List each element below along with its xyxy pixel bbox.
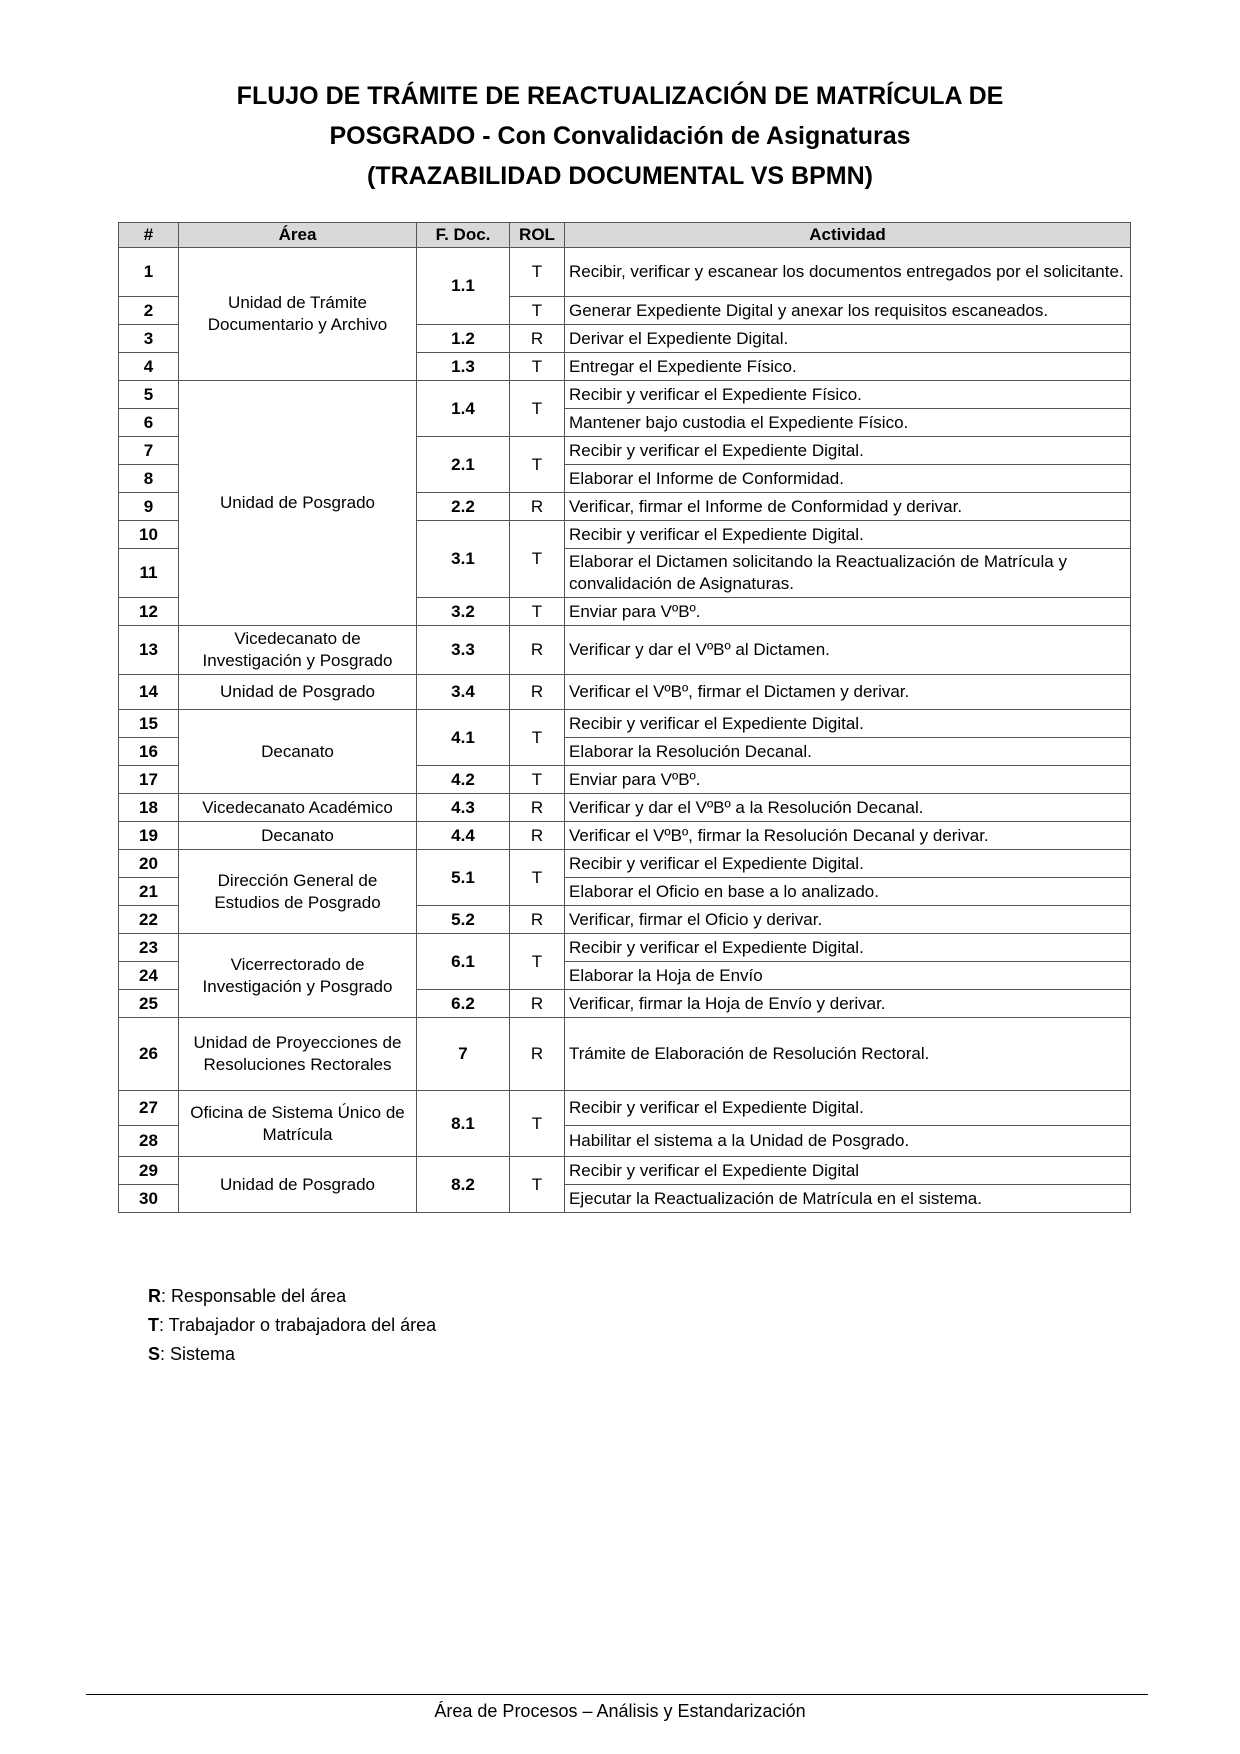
area-cell: Decanato (179, 822, 417, 850)
header-area: Área (179, 223, 417, 248)
fdoc-cell: 3.3 (417, 626, 510, 675)
activity-cell: Generar Expediente Digital y anexar los requisitos escaneados. (565, 297, 1131, 325)
legend-key: S (148, 1344, 161, 1364)
activity-cell: Recibir y verificar el Expediente Digital. (565, 850, 1131, 878)
fdoc-cell: 4.1 (417, 710, 510, 766)
fdoc-cell: 7 (417, 1018, 510, 1091)
row-num: 6 (119, 409, 179, 437)
document-title (0, 76, 1240, 196)
area-cell: Vicedecanato de Investigación y Posgrado (179, 626, 417, 675)
fdoc-cell: 2.2 (417, 493, 510, 521)
rol-cell: T (510, 934, 565, 990)
area-cell: Unidad de Proyecciones de Resoluciones Rectorales (179, 1018, 417, 1091)
activity-cell: Trámite de Elaboración de Resolución Rectoral. (565, 1018, 1131, 1091)
fdoc-cell: 1.1 (417, 248, 510, 325)
activity-cell: Recibir y verificar el Expediente Digital. (565, 934, 1131, 962)
row-num: 4 (119, 353, 179, 381)
activity-cell: Verificar el VºBº, firmar el Dictamen y derivar. (565, 675, 1131, 710)
row-num: 1 (119, 248, 179, 297)
activity-cell: Elaborar la Hoja de Envío (565, 962, 1131, 990)
rol-cell: R (510, 1018, 565, 1091)
rol-cell: T (510, 353, 565, 381)
table-row (119, 934, 1131, 962)
activity-cell: Recibir, verificar y escanear los documentos entregados por el solicitante. (565, 248, 1131, 297)
table-row (119, 1157, 1131, 1185)
row-num: 3 (119, 325, 179, 353)
role-legend (148, 1282, 436, 1369)
rol-cell: R (510, 325, 565, 353)
row-num: 7 (119, 437, 179, 465)
area-cell: Unidad de Posgrado (179, 381, 417, 626)
activity-cell: Verificar y dar el VºBº a la Resolución Decanal. (565, 794, 1131, 822)
fdoc-cell: 6.1 (417, 934, 510, 990)
fdoc-cell: 1.2 (417, 325, 510, 353)
row-num: 13 (119, 626, 179, 675)
legend-text: : Responsable del área (161, 1286, 347, 1306)
area-cell: Decanato (179, 710, 417, 794)
header-num: # (119, 223, 179, 248)
table-row (119, 1018, 1131, 1091)
fdoc-cell: 3.1 (417, 521, 510, 598)
row-num: 24 (119, 962, 179, 990)
row-num: 27 (119, 1091, 179, 1126)
activity-cell: Elaborar el Informe de Conformidad. (565, 465, 1131, 493)
area-cell: Unidad de Posgrado (179, 675, 417, 710)
rol-cell: T (510, 248, 565, 297)
activity-cell: Recibir y verificar el Expediente Digital. (565, 1091, 1131, 1126)
area-cell: Oficina de Sistema Único de Matrícula (179, 1091, 417, 1157)
row-num: 26 (119, 1018, 179, 1091)
activity-cell: Enviar para VºBº. (565, 766, 1131, 794)
rol-cell: T (510, 1091, 565, 1157)
activity-cell: Enviar para VºBº. (565, 598, 1131, 626)
activity-cell: Recibir y verificar el Expediente Digital. (565, 521, 1131, 549)
row-num: 30 (119, 1185, 179, 1213)
table-row (119, 1091, 1131, 1126)
activity-cell: Recibir y verificar el Expediente Físico. (565, 381, 1131, 409)
process-table (118, 222, 1131, 1213)
legend-key: R (148, 1286, 161, 1306)
fdoc-cell: 3.2 (417, 598, 510, 626)
fdoc-cell: 3.4 (417, 675, 510, 710)
rol-cell: T (510, 297, 565, 325)
rol-cell: T (510, 850, 565, 906)
activity-cell: Ejecutar la Reactualización de Matrícula en el sistema. (565, 1185, 1131, 1213)
row-num: 11 (119, 549, 179, 598)
activity-cell: Mantener bajo custodia el Expediente Físico. (565, 409, 1131, 437)
row-num: 14 (119, 675, 179, 710)
table-row (119, 381, 1131, 409)
row-num: 20 (119, 850, 179, 878)
legend-item (148, 1311, 436, 1340)
legend-text: : Sistema (160, 1344, 236, 1364)
fdoc-cell: 5.2 (417, 906, 510, 934)
table-row (119, 710, 1131, 738)
row-num: 8 (119, 465, 179, 493)
legend-text: : Trabajador o trabajadora del área (159, 1315, 437, 1335)
table-header-row (119, 223, 1131, 248)
row-num: 29 (119, 1157, 179, 1185)
fdoc-cell: 5.1 (417, 850, 510, 906)
table-row (119, 248, 1131, 297)
rol-cell: T (510, 437, 565, 493)
row-num: 2 (119, 297, 179, 325)
area-cell: Vicerrectorado de Investigación y Posgrado (179, 934, 417, 1018)
fdoc-cell: 1.4 (417, 381, 510, 437)
rol-cell: T (510, 710, 565, 766)
area-cell: Dirección General de Estudios de Posgrado (179, 850, 417, 934)
activity-cell: Elaborar el Oficio en base a lo analizado. (565, 878, 1131, 906)
rol-cell: R (510, 626, 565, 675)
fdoc-cell: 4.3 (417, 794, 510, 822)
row-num: 10 (119, 521, 179, 549)
row-num: 17 (119, 766, 179, 794)
rol-cell: R (510, 675, 565, 710)
fdoc-cell: 2.1 (417, 437, 510, 493)
rol-cell: R (510, 822, 565, 850)
legend-item (148, 1340, 436, 1369)
rol-cell: T (510, 381, 565, 437)
rol-cell: T (510, 521, 565, 598)
row-num: 5 (119, 381, 179, 409)
fdoc-cell: 8.2 (417, 1157, 510, 1213)
footer-divider (86, 1694, 1148, 1695)
activity-cell: Recibir y verificar el Expediente Digital. (565, 437, 1131, 465)
activity-cell: Elaborar la Resolución Decanal. (565, 738, 1131, 766)
row-num: 28 (119, 1126, 179, 1157)
fdoc-cell: 6.2 (417, 990, 510, 1018)
table-row (119, 794, 1131, 822)
rol-cell: R (510, 493, 565, 521)
row-num: 18 (119, 794, 179, 822)
title-line-3: (TRAZABILIDAD DOCUMENTAL VS BPMN) (367, 162, 873, 190)
table-row (119, 626, 1131, 675)
fdoc-cell: 4.2 (417, 766, 510, 794)
rol-cell: R (510, 990, 565, 1018)
activity-cell: Entregar el Expediente Físico. (565, 353, 1131, 381)
fdoc-cell: 1.3 (417, 353, 510, 381)
rol-cell: R (510, 794, 565, 822)
row-num: 12 (119, 598, 179, 626)
table-row (119, 822, 1131, 850)
legend-key: T (148, 1315, 159, 1335)
row-num: 22 (119, 906, 179, 934)
table-row (119, 675, 1131, 710)
table-row (119, 850, 1131, 878)
legend-item (148, 1282, 436, 1311)
area-cell: Unidad de Trámite Documentario y Archivo (179, 248, 417, 381)
activity-cell: Verificar y dar el VºBº al Dictamen. (565, 626, 1131, 675)
activity-cell: Verificar, firmar la Hoja de Envío y derivar. (565, 990, 1131, 1018)
header-actividad: Actividad (565, 223, 1131, 248)
rol-cell: R (510, 906, 565, 934)
row-num: 23 (119, 934, 179, 962)
row-num: 21 (119, 878, 179, 906)
row-num: 19 (119, 822, 179, 850)
activity-cell: Habilitar el sistema a la Unidad de Posgrado. (565, 1126, 1131, 1157)
rol-cell: T (510, 766, 565, 794)
fdoc-cell: 4.4 (417, 822, 510, 850)
row-num: 9 (119, 493, 179, 521)
activity-cell: Verificar el VºBº, firmar la Resolución Decanal y derivar. (565, 822, 1131, 850)
header-fdoc: F. Doc. (417, 223, 510, 248)
activity-cell: Elaborar el Dictamen solicitando la Reactualización de Matrícula y convalidación de Asignaturas. (565, 549, 1131, 598)
rol-cell: T (510, 1157, 565, 1213)
row-num: 16 (119, 738, 179, 766)
header-rol: ROL (510, 223, 565, 248)
area-cell: Vicedecanato Académico (179, 794, 417, 822)
title-line-2: POSGRADO - Con Convalidación de Asignaturas (329, 122, 911, 150)
activity-cell: Derivar el Expediente Digital. (565, 325, 1131, 353)
activity-cell: Verificar, firmar el Informe de Conformidad y derivar. (565, 493, 1131, 521)
fdoc-cell: 8.1 (417, 1091, 510, 1157)
row-num: 15 (119, 710, 179, 738)
rol-cell: T (510, 598, 565, 626)
page-footer: Área de Procesos – Análisis y Estandarización (434, 1701, 806, 1721)
activity-cell: Recibir y verificar el Expediente Digital. (565, 710, 1131, 738)
area-cell: Unidad de Posgrado (179, 1157, 417, 1213)
title-line-1: FLUJO DE TRÁMITE DE REACTUALIZACIÓN DE MATRÍCULA DE (236, 82, 1004, 110)
activity-cell: Verificar, firmar el Oficio y derivar. (565, 906, 1131, 934)
activity-cell: Recibir y verificar el Expediente Digital (565, 1157, 1131, 1185)
row-num: 25 (119, 990, 179, 1018)
